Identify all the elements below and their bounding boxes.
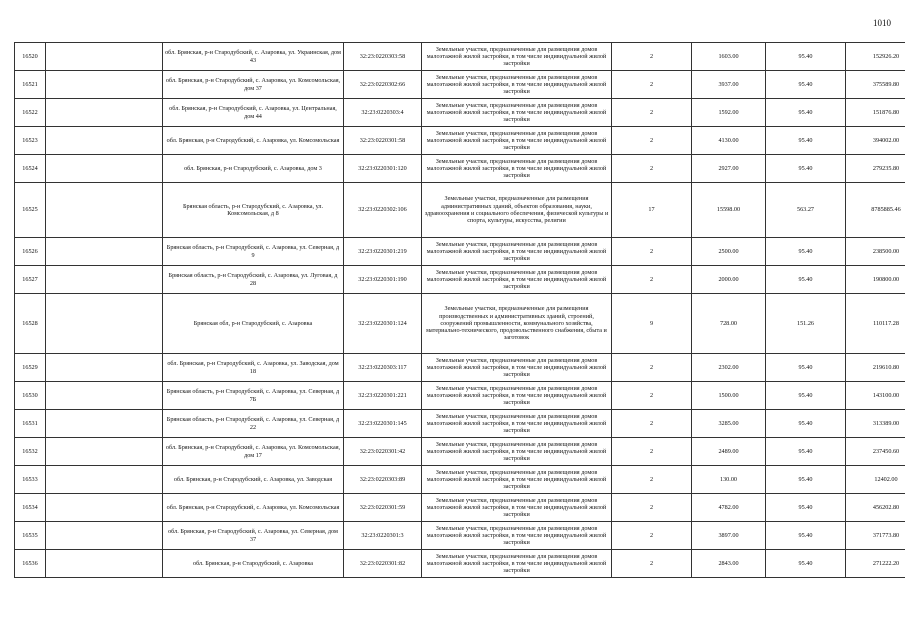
row-number: 16523 xyxy=(15,127,46,155)
table-row xyxy=(15,43,905,71)
specific-value-cell: 95.40 xyxy=(766,382,846,410)
area-cell: 4782.00 xyxy=(692,494,766,522)
blank-column xyxy=(46,238,163,266)
group-number-cell: 2 xyxy=(612,382,692,410)
blank-column xyxy=(46,354,163,382)
cadastral-value-cell: 394002.00 xyxy=(846,127,905,155)
cadastral-number-cell: 32:23:0220301:59 xyxy=(344,494,422,522)
cadastral-value-cell: 375589.80 xyxy=(846,71,905,99)
cadastral-number-cell: 32:23:0220303:89 xyxy=(344,466,422,494)
area-cell: 4130.00 xyxy=(692,127,766,155)
specific-value-cell: 95.40 xyxy=(766,266,846,294)
group-number-cell: 2 xyxy=(612,438,692,466)
area-cell: 130.00 xyxy=(692,466,766,494)
specific-value-cell: 95.40 xyxy=(766,43,846,71)
address-cell: обл. Брянская, р-н Стародубский, с. Азаровка, ул. Комсомольская xyxy=(163,127,344,155)
group-number-cell: 2 xyxy=(612,550,692,578)
blank-column xyxy=(46,438,163,466)
cadastral-number-cell: 32:23:0220301:190 xyxy=(344,266,422,294)
land-use-cell: Земельные участки, предназначенные для размещения домов малоэтажной жилой застройки, в том числе индивидуальной жилой застройки xyxy=(422,127,612,155)
cadastral-number-cell: 32:23:0220301:221 xyxy=(344,382,422,410)
row-number: 16536 xyxy=(15,550,46,578)
row-number: 16520 xyxy=(15,43,46,71)
area-cell: 2489.00 xyxy=(692,438,766,466)
area-cell: 1603.00 xyxy=(692,43,766,71)
table-row xyxy=(15,382,905,410)
area-cell: 2000.00 xyxy=(692,266,766,294)
cadastral-value-cell: 12402.00 xyxy=(846,466,905,494)
address-cell: обл. Брянская, р-н Стародубский, с. Азаровка, ул. Заводская, дом 18 xyxy=(163,354,344,382)
specific-value-cell: 95.40 xyxy=(766,127,846,155)
land-use-cell: Земельные участки, предназначенные для размещения производственных и административных зданий, строений, сооружений промышленности, коммунального хозяйства, материально-технического, продовольственного снабжения, сбыта и заготовок xyxy=(422,294,612,354)
group-number-cell: 2 xyxy=(612,155,692,183)
land-use-cell: Земельные участки, предназначенные для размещения домов малоэтажной жилой застройки, в том числе индивидуальной жилой застройки xyxy=(422,438,612,466)
address-cell: обл. Брянская, р-н Стародубский, с. Азаровка, ул. Комсомольская, дом 17 xyxy=(163,438,344,466)
cadastral-value-cell: 190800.00 xyxy=(846,266,905,294)
cadastral-value-cell: 279235.80 xyxy=(846,155,905,183)
blank-column xyxy=(46,43,163,71)
specific-value-cell: 95.40 xyxy=(766,550,846,578)
table-row xyxy=(15,494,905,522)
address-cell: Брянская область, р-н Стародубский, с. Азаровка, ул. Северная, д 22 xyxy=(163,410,344,438)
blank-column xyxy=(46,382,163,410)
address-cell: обл. Брянская, р-н Стародубский, с. Азаровка, ул. Комсомольская xyxy=(163,494,344,522)
land-use-cell: Земельные участки, предназначенные для размещения домов малоэтажной жилой застройки, в том числе индивидуальной жилой застройки xyxy=(422,550,612,578)
cadastral-value-cell: 371773.80 xyxy=(846,522,905,550)
cadastral-value-cell: 313389.00 xyxy=(846,410,905,438)
address-cell: обл. Брянская, р-н Стародубский, с. Азаровка, ул. Центральная, дом 44 xyxy=(163,99,344,127)
table-row xyxy=(15,550,905,578)
specific-value-cell: 95.40 xyxy=(766,155,846,183)
blank-column xyxy=(46,183,163,238)
group-number-cell: 2 xyxy=(612,494,692,522)
row-number: 16528 xyxy=(15,294,46,354)
cadastral-number-cell: 32:23:0220303:4 xyxy=(344,99,422,127)
group-number-cell: 2 xyxy=(612,522,692,550)
address-cell: Брянская область, р-н Стародубский, с. Азаровка, ул. Луговая, д 28 xyxy=(163,266,344,294)
table-row xyxy=(15,183,905,238)
address-cell: обл. Брянская, р-н Стародубский, с. Азаровка, ул. Комсомольская, дом 37 xyxy=(163,71,344,99)
specific-value-cell: 95.40 xyxy=(766,466,846,494)
blank-column xyxy=(46,410,163,438)
specific-value-cell: 95.40 xyxy=(766,522,846,550)
address-cell: обл. Брянская, р-н Стародубский, с. Азаровка, ул. Украинская, дом 43 xyxy=(163,43,344,71)
area-cell: 2500.00 xyxy=(692,238,766,266)
cadastral-number-cell: 32:23:0220301:120 xyxy=(344,155,422,183)
table-row xyxy=(15,294,905,354)
specific-value-cell: 95.40 xyxy=(766,410,846,438)
table-row xyxy=(15,238,905,266)
specific-value-cell: 563.27 xyxy=(766,183,846,238)
area-cell: 1592.00 xyxy=(692,99,766,127)
land-use-cell: Земельные участки, предназначенные для размещения домов малоэтажной жилой застройки, в том числе индивидуальной жилой застройки xyxy=(422,522,612,550)
row-number: 16535 xyxy=(15,522,46,550)
address-cell: Брянская обл, р-н Стародубский, с. Азаровка xyxy=(163,294,344,354)
address-cell: Брянская область, р-н Стародубский, с. Азаровка, ул. Северная, д 9 xyxy=(163,238,344,266)
row-number: 16534 xyxy=(15,494,46,522)
specific-value-cell: 95.40 xyxy=(766,99,846,127)
table-row xyxy=(15,127,905,155)
blank-column xyxy=(46,99,163,127)
group-number-cell: 2 xyxy=(612,354,692,382)
address-cell: обл. Брянская, р-н Стародубский, с. Азаровка xyxy=(163,550,344,578)
row-number: 16529 xyxy=(15,354,46,382)
specific-value-cell: 95.40 xyxy=(766,71,846,99)
blank-column xyxy=(46,550,163,578)
cadastral-value-cell: 237450.60 xyxy=(846,438,905,466)
address-cell: обл. Брянская, р-н Стародубский, с. Азаровка, ул. Северная, дом 37 xyxy=(163,522,344,550)
cadastral-number-cell: 32:23:0220302:106 xyxy=(344,183,422,238)
group-number-cell: 2 xyxy=(612,43,692,71)
area-cell: 2927.00 xyxy=(692,155,766,183)
cadastral-value-cell: 110117.28 xyxy=(846,294,905,354)
land-use-cell: Земельные участки, предназначенные для размещения домов малоэтажной жилой застройки, в том числе индивидуальной жилой застройки xyxy=(422,155,612,183)
cadastral-value-cell: 151876.80 xyxy=(846,99,905,127)
page-number: 1010 xyxy=(873,18,891,28)
table-row xyxy=(15,99,905,127)
cadastral-number-cell: 32:23:0220303:58 xyxy=(344,43,422,71)
row-number: 16530 xyxy=(15,382,46,410)
land-use-cell: Земельные участки, предназначенные для размещения домов малоэтажной жилой застройки, в том числе индивидуальной жилой застройки xyxy=(422,99,612,127)
blank-column xyxy=(46,466,163,494)
cadastral-number-cell: 32:23:0220301:42 xyxy=(344,438,422,466)
area-cell: 3937.00 xyxy=(692,71,766,99)
blank-column xyxy=(46,494,163,522)
blank-column xyxy=(46,71,163,99)
blank-column xyxy=(46,127,163,155)
table-row xyxy=(15,266,905,294)
cadastral-number-cell: 32:23:0220301:124 xyxy=(344,294,422,354)
address-cell: Брянская область, р-н Стародубский, с. Азаровка, ул. Северная, д 7Б xyxy=(163,382,344,410)
row-number: 16532 xyxy=(15,438,46,466)
cadastral-number-cell: 32:23:0220303:117 xyxy=(344,354,422,382)
cadastral-number-cell: 32:23:0220301:82 xyxy=(344,550,422,578)
land-use-cell: Земельные участки, предназначенные для размещения домов малоэтажной жилой застройки, в том числе индивидуальной жилой застройки xyxy=(422,266,612,294)
land-use-cell: Земельные участки, предназначенные для размещения домов малоэтажной жилой застройки, в том числе индивидуальной жилой застройки xyxy=(422,71,612,99)
group-number-cell: 2 xyxy=(612,466,692,494)
land-use-cell: Земельные участки, предназначенные для размещения административных зданий, объектов образования, науки, здравоохранения и социального обеспечения, физической культуры и спорта, культуры, искусства, религии xyxy=(422,183,612,238)
blank-column xyxy=(46,266,163,294)
area-cell: 3285.00 xyxy=(692,410,766,438)
cadastral-value-cell: 219610.80 xyxy=(846,354,905,382)
group-number-cell: 2 xyxy=(612,99,692,127)
blank-column xyxy=(46,294,163,354)
area-cell: 15598.00 xyxy=(692,183,766,238)
specific-value-cell: 95.40 xyxy=(766,354,846,382)
table-row xyxy=(15,410,905,438)
area-cell: 2302.00 xyxy=(692,354,766,382)
group-number-cell: 2 xyxy=(612,266,692,294)
land-registry-table xyxy=(14,42,905,578)
blank-column xyxy=(46,522,163,550)
address-cell: обл. Брянская, р-н Стародубский, с. Азаровка, ул. Заводская xyxy=(163,466,344,494)
group-number-cell: 2 xyxy=(612,71,692,99)
cadastral-value-cell: 238500.00 xyxy=(846,238,905,266)
row-number: 16531 xyxy=(15,410,46,438)
cadastral-value-cell: 456202.80 xyxy=(846,494,905,522)
table-row xyxy=(15,155,905,183)
cadastral-value-cell: 143100.00 xyxy=(846,382,905,410)
row-number: 16533 xyxy=(15,466,46,494)
area-cell: 3897.00 xyxy=(692,522,766,550)
area-cell: 728.00 xyxy=(692,294,766,354)
group-number-cell: 2 xyxy=(612,238,692,266)
land-use-cell: Земельные участки, предназначенные для размещения домов малоэтажной жилой застройки, в том числе индивидуальной жилой застройки xyxy=(422,238,612,266)
area-cell: 2843.00 xyxy=(692,550,766,578)
table-row xyxy=(15,354,905,382)
row-number: 16525 xyxy=(15,183,46,238)
land-use-cell: Земельные участки, предназначенные для размещения домов малоэтажной жилой застройки, в том числе индивидуальной жилой застройки xyxy=(422,354,612,382)
table-row xyxy=(15,522,905,550)
address-cell: Брянская область, р-н Стародубский, с. Азаровка, ул. Комсомольская, д 8 xyxy=(163,183,344,238)
specific-value-cell: 95.40 xyxy=(766,494,846,522)
cadastral-number-cell: 32:23:0220301:219 xyxy=(344,238,422,266)
row-number: 16527 xyxy=(15,266,46,294)
cadastral-value-cell: 8785885.46 xyxy=(846,183,905,238)
cadastral-value-cell: 152926.20 xyxy=(846,43,905,71)
group-number-cell: 2 xyxy=(612,410,692,438)
cadastral-number-cell: 32:23:0220302:66 xyxy=(344,71,422,99)
cadastral-value-cell: 271222.20 xyxy=(846,550,905,578)
land-use-cell: Земельные участки, предназначенные для размещения домов малоэтажной жилой застройки, в том числе индивидуальной жилой застройки xyxy=(422,410,612,438)
group-number-cell: 9 xyxy=(612,294,692,354)
cadastral-number-cell: 32:23:0220301:3 xyxy=(344,522,422,550)
specific-value-cell: 95.40 xyxy=(766,238,846,266)
address-cell: обл. Брянская, р-н Стародубский, с. Азаровка, дом 3 xyxy=(163,155,344,183)
land-use-cell: Земельные участки, предназначенные для размещения домов малоэтажной жилой застройки, в том числе индивидуальной жилой застройки xyxy=(422,494,612,522)
specific-value-cell: 151.26 xyxy=(766,294,846,354)
cadastral-number-cell: 32:23:0220301:145 xyxy=(344,410,422,438)
row-number: 16521 xyxy=(15,71,46,99)
area-cell: 1500.00 xyxy=(692,382,766,410)
table-row xyxy=(15,71,905,99)
table-row xyxy=(15,466,905,494)
row-number: 16522 xyxy=(15,99,46,127)
row-number: 16526 xyxy=(15,238,46,266)
row-number: 16524 xyxy=(15,155,46,183)
specific-value-cell: 95.40 xyxy=(766,438,846,466)
group-number-cell: 17 xyxy=(612,183,692,238)
land-use-cell: Земельные участки, предназначенные для размещения домов малоэтажной жилой застройки, в том числе индивидуальной жилой застройки xyxy=(422,466,612,494)
land-use-cell: Земельные участки, предназначенные для размещения домов малоэтажной жилой застройки, в том числе индивидуальной жилой застройки xyxy=(422,43,612,71)
table-row xyxy=(15,438,905,466)
blank-column xyxy=(46,155,163,183)
cadastral-number-cell: 32:23:0220301:58 xyxy=(344,127,422,155)
land-use-cell: Земельные участки, предназначенные для размещения домов малоэтажной жилой застройки, в том числе индивидуальной жилой застройки xyxy=(422,382,612,410)
group-number-cell: 2 xyxy=(612,127,692,155)
